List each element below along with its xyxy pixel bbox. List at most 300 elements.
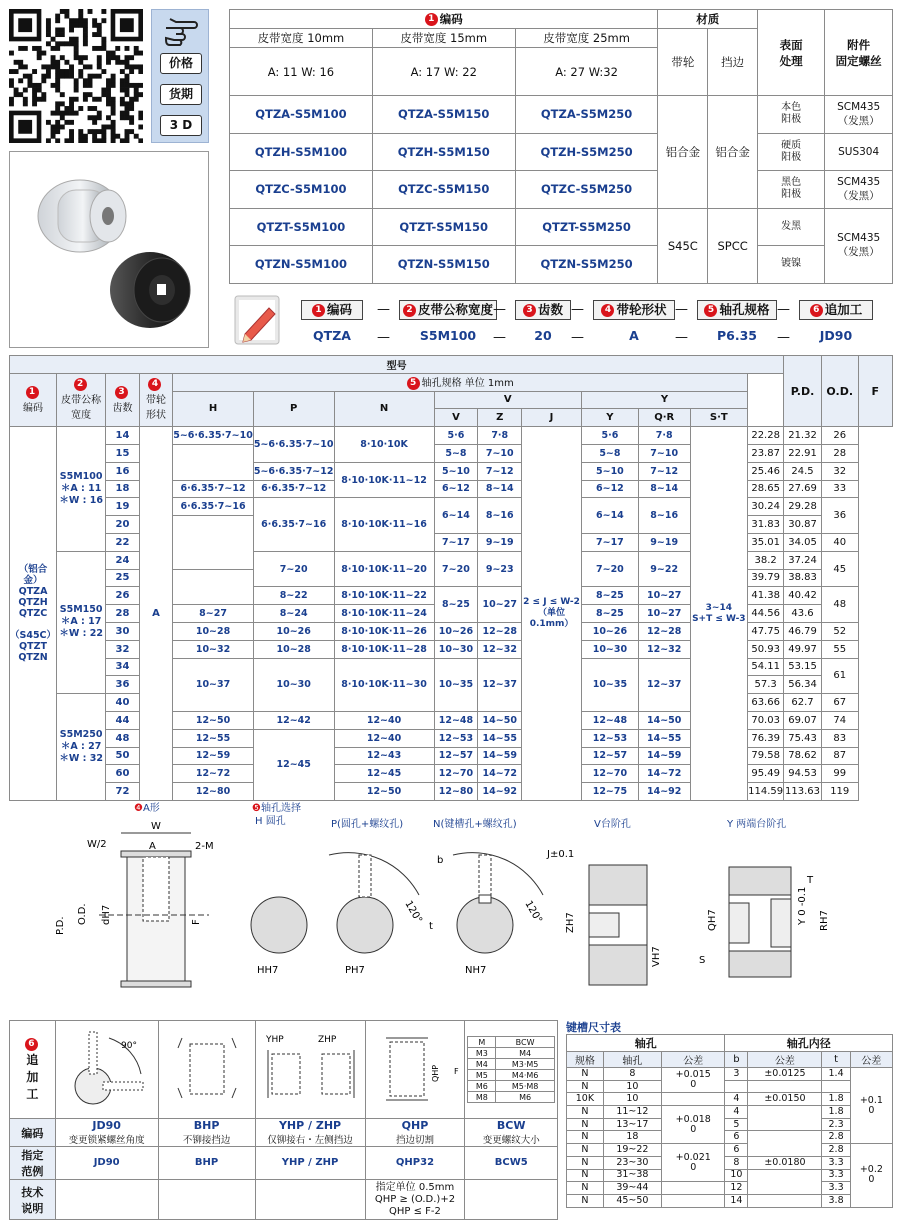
keyway-cell: N xyxy=(567,1144,604,1157)
keyway-cell: 18 xyxy=(603,1131,661,1144)
keyway-row xyxy=(567,1169,893,1182)
process-note: 指定单位 0.5mm QHP ≥ (O.D.)+2 QHP ≤ F-2 xyxy=(365,1180,465,1220)
bore-range: 12~40 xyxy=(334,729,434,747)
material-flange-value: SPCC xyxy=(708,208,758,283)
bore-group-y: Y xyxy=(581,391,747,409)
od-value: 75.43 xyxy=(784,729,822,747)
od-value: 113.63 xyxy=(784,783,822,801)
svg-text:F: F xyxy=(191,919,202,925)
keyway-cell: 14 xyxy=(725,1194,748,1207)
svg-text:P.D.: P.D. xyxy=(55,916,66,935)
keyway-title: 键槽尺寸表 xyxy=(566,1021,621,1034)
teeth-count: 28 xyxy=(106,605,139,623)
code-part-label: 2 皮带公称宽度 xyxy=(399,300,497,320)
keyway-col-header: 公差 xyxy=(748,1052,822,1068)
bore-range: 12~45 xyxy=(334,765,434,783)
keyway-cell: 10 xyxy=(603,1093,661,1106)
keyway-cell: 11~12 xyxy=(603,1106,661,1119)
code-part-label: 4 带轮形状 xyxy=(593,300,675,320)
keyway-cell: ±0.0150 xyxy=(748,1093,822,1106)
od-value: 43.6 xyxy=(784,605,822,623)
keyway-cell: 5 xyxy=(725,1118,748,1131)
bore-range: 12~57 xyxy=(581,747,638,765)
y-bore-drawing xyxy=(699,817,830,977)
keyway-bore-header: 轴孔 xyxy=(567,1035,725,1052)
teeth-count: 32 xyxy=(106,640,139,658)
bore-range: 8~14 xyxy=(638,480,690,498)
od-value: 24.5 xyxy=(784,462,822,480)
keyway-cell xyxy=(822,1080,850,1093)
bore-col-z: Z xyxy=(478,409,522,427)
product-code: QTZA-S5M150 xyxy=(372,96,515,134)
keyway-cell: N xyxy=(567,1118,604,1131)
svg-text:dH7: dH7 xyxy=(101,904,112,925)
code-separator: — xyxy=(777,302,790,317)
bore-range: 7~17 xyxy=(581,533,638,551)
product-code: QTZC-S5M100 xyxy=(230,171,373,209)
od-value: 69.07 xyxy=(784,711,822,729)
product-code: QTZH-S5M250 xyxy=(515,133,658,171)
od-value: 29.28 xyxy=(784,498,822,516)
od-value: 94.53 xyxy=(784,765,822,783)
od-value: 34.05 xyxy=(784,533,822,551)
bore-range: 14~59 xyxy=(478,747,522,765)
svg-text:QHP: QHP xyxy=(430,1064,440,1082)
pd-value: 47.75 xyxy=(748,622,784,640)
a-shape-title: ❹A形 xyxy=(134,803,160,814)
keyway-cell: ±0.0180 xyxy=(748,1156,822,1169)
keyway-cell: 6 xyxy=(725,1131,748,1144)
code-part-value: S5M100 xyxy=(419,328,477,343)
keyway-cell: 3.3 xyxy=(822,1169,850,1182)
belt-width: S5M150 ＊A : 17 ＊W : 22 xyxy=(57,551,106,693)
bore-range: 12~37 xyxy=(638,658,690,711)
pd-value: 76.39 xyxy=(748,729,784,747)
a-shape-drawing xyxy=(55,802,214,987)
code-separator: — xyxy=(377,302,390,317)
f-value: 28 xyxy=(821,444,858,462)
bore-range: 12~70 xyxy=(434,765,478,783)
keyway-cell: +0.1 0 xyxy=(850,1068,892,1144)
keyway-cell: 2.8 xyxy=(822,1144,850,1157)
bore-range: 8·10·10K xyxy=(334,427,434,463)
code-group: （铝合金） QTZA QTZH QTZC （S45C） QTZT QTZN xyxy=(10,427,57,801)
code-example xyxy=(229,292,893,350)
bore-range: 12~48 xyxy=(581,711,638,729)
product-code: QTZT-S5M150 xyxy=(372,208,515,246)
keyway-cell: 10 xyxy=(725,1169,748,1182)
svg-text:H 圆孔: H 圆孔 xyxy=(255,816,286,827)
code-part-value: QTZA xyxy=(313,328,351,343)
bore-range: 8·10·10K·11~16 xyxy=(334,498,434,551)
bore-range: 12~80 xyxy=(434,783,478,801)
bore-range: 8·10·10K·11~26 xyxy=(334,622,434,640)
bore-range: 8~27 xyxy=(173,605,254,623)
bore-col-y: Y xyxy=(581,409,638,427)
code-part-label: 1 编码 xyxy=(301,300,363,320)
keyway-cell xyxy=(748,1169,822,1194)
pd-header: P.D. xyxy=(784,356,822,427)
teeth-count: 44 xyxy=(106,711,139,729)
bcw-row: M5 M4·M6 xyxy=(468,1070,555,1081)
model-header: 型号 xyxy=(10,356,784,374)
svg-text:QH7: QH7 xyxy=(707,909,718,931)
code-separator: — xyxy=(571,302,584,317)
bore-range: 6·6.35·7~12 xyxy=(173,480,254,498)
keyway-cell: 23~30 xyxy=(603,1156,661,1169)
keyway-col-header: 轴孔 xyxy=(603,1052,661,1068)
keyway-row xyxy=(567,1068,893,1081)
bore-range: 5~10 xyxy=(581,462,638,480)
process-note xyxy=(465,1180,558,1220)
keyway-cell: 2.3 xyxy=(822,1118,850,1131)
product-code: QTZA-S5M100 xyxy=(230,96,373,134)
od-value: 22.91 xyxy=(784,444,822,462)
bore-range: 12~48 xyxy=(434,711,478,729)
spec-row xyxy=(230,133,893,171)
keyway-cell: +0.2 0 xyxy=(850,1144,892,1207)
od-value: 62.7 xyxy=(784,694,822,712)
process-note xyxy=(255,1180,365,1220)
od-value: 27.69 xyxy=(784,480,822,498)
f-value: 55 xyxy=(821,640,858,658)
svg-text:P(圆孔+螺纹孔): P(圆孔+螺纹孔) xyxy=(331,819,404,830)
bore-range: 10~26 xyxy=(434,622,478,640)
process-example: JD90 xyxy=(55,1147,158,1180)
svg-text:HH7: HH7 xyxy=(257,965,279,976)
process-side-label: 6 追 加 工 xyxy=(10,1021,56,1119)
keyway-cell xyxy=(661,1093,724,1106)
process-note xyxy=(55,1180,158,1220)
keyway-cell: 8 xyxy=(603,1068,661,1081)
svg-text:t: t xyxy=(429,921,433,932)
bore-range: 5~6·6.35·7~10 xyxy=(173,427,254,445)
bore-range: 8~16 xyxy=(478,498,522,534)
product-code: QTZA-S5M250 xyxy=(515,96,658,134)
bore-range: 5~6·6.35·7~12 xyxy=(253,462,334,480)
bore-range: 12~57 xyxy=(434,747,478,765)
teeth-count: 48 xyxy=(106,729,139,747)
keyway-row xyxy=(567,1182,893,1195)
process-code: BCW 变更螺纹大小 xyxy=(465,1119,558,1147)
bore-range: 14~50 xyxy=(638,711,690,729)
svg-text:❺轴孔选择: ❺轴孔选择 xyxy=(252,803,301,814)
bore-range: 5·6 xyxy=(434,427,478,445)
bore-range: 8~25 xyxy=(581,605,638,623)
keyway-cell: 45~50 xyxy=(603,1194,661,1207)
teeth-count: 20 xyxy=(106,516,139,534)
pencil-notepad-icon xyxy=(233,294,283,346)
bore-col-qr: Q·R xyxy=(638,409,690,427)
bore-header: 5 轴孔规格 单位 1mm xyxy=(173,373,748,391)
bore-range: 7~20 xyxy=(253,551,334,587)
pd-value: 79.58 xyxy=(748,747,784,765)
width-col-header: 2 皮带公称 宽度 xyxy=(57,373,106,426)
bcw-row: M BCW xyxy=(468,1037,555,1048)
bore-range: 8·10·10K·11~28 xyxy=(334,640,434,658)
keyway-row xyxy=(567,1156,893,1169)
code-separator: — xyxy=(377,330,390,345)
od-value: 30.87 xyxy=(784,516,822,534)
svg-text:PH7: PH7 xyxy=(345,965,365,976)
od-value: 49.97 xyxy=(784,640,822,658)
keyway-cell: 13~17 xyxy=(603,1118,661,1131)
svg-text:W: W xyxy=(151,821,161,832)
keyway-cell: 10 xyxy=(603,1080,661,1093)
bore-range: 8·10·10K·11~30 xyxy=(334,658,434,711)
keyway-cell: +0.018 0 xyxy=(661,1106,724,1144)
od-value: 46.79 xyxy=(784,622,822,640)
f-value: 32 xyxy=(821,462,858,480)
bore-range: 14~72 xyxy=(478,765,522,783)
f-value: 52 xyxy=(821,622,858,640)
keyway-cell: N xyxy=(567,1068,604,1081)
bore-range: 8~24 xyxy=(253,605,334,623)
bore-range: 12~40 xyxy=(334,711,434,729)
bore-range: 12~53 xyxy=(581,729,638,747)
bore-range: 12~32 xyxy=(478,640,522,658)
teeth-count: 26 xyxy=(106,587,139,605)
pd-value: 95.49 xyxy=(748,765,784,783)
bore-range: 14~59 xyxy=(638,747,690,765)
bore-range: 10~26 xyxy=(581,622,638,640)
code-separator: — xyxy=(675,330,688,345)
keyway-row xyxy=(567,1080,893,1093)
pd-value: 30.24 xyxy=(748,498,784,516)
code-col-header: 1 编码 xyxy=(10,373,57,426)
bore-col-v: V xyxy=(434,409,478,427)
spec-row xyxy=(230,96,893,134)
bore-range: 5~10 xyxy=(434,462,478,480)
bore-range: 5·6 xyxy=(581,427,638,445)
svg-text:A: A xyxy=(149,841,156,852)
product-code: QTZT-S5M100 xyxy=(230,208,373,246)
svg-text:RH7: RH7 xyxy=(819,910,830,931)
shape-col-header: 4 带轮 形状 xyxy=(139,373,172,426)
bcw-row: M4 M3·M5 xyxy=(468,1059,555,1070)
teeth-count: 14 xyxy=(106,427,139,445)
f-value: 26 xyxy=(821,427,858,445)
code-part-label: 3 齿数 xyxy=(515,300,571,320)
qhp-drawing xyxy=(365,1021,465,1119)
bore-range: 7~12 xyxy=(638,462,690,480)
process-example: BHP xyxy=(158,1147,255,1180)
svg-text:O.D.: O.D. xyxy=(77,903,88,925)
model-table xyxy=(9,355,893,801)
product-code: QTZN-S5M150 xyxy=(372,246,515,284)
surface-value: 硬质 阳极 xyxy=(757,133,824,171)
keyway-col-header: 规格 xyxy=(567,1052,604,1068)
bore-range: 10~26 xyxy=(253,622,334,640)
bore-range: 8·10·10K·11~12 xyxy=(334,462,434,498)
keyway-col-header: 公差 xyxy=(850,1052,892,1068)
bore-range: 9~23 xyxy=(478,551,522,587)
code-separator: — xyxy=(493,330,506,345)
keyway-cell: 39~44 xyxy=(603,1182,661,1195)
material-pulley-value: S45C xyxy=(658,208,708,283)
od-value: 56.34 xyxy=(784,676,822,694)
pd-value: 41.38 xyxy=(748,587,784,605)
bore-range: 8~14 xyxy=(478,480,522,498)
product-code: QTZC-S5M250 xyxy=(515,171,658,209)
row-label: 技术 说明 xyxy=(10,1180,56,1220)
bore-range: 12~42 xyxy=(253,711,334,729)
keyway-cell: 4 xyxy=(725,1106,748,1119)
bore-range: 10~27 xyxy=(478,587,522,623)
width-label: 皮带宽度 25mm xyxy=(515,29,658,48)
spec-row xyxy=(230,246,893,284)
row-label-code: 编码 xyxy=(10,1119,56,1147)
bore-range: 10~28 xyxy=(173,622,254,640)
bcw-row: M8 M6 xyxy=(468,1092,555,1103)
material-header: 材质 xyxy=(658,10,758,29)
technical-drawings xyxy=(9,795,893,1010)
bore-range: 7~17 xyxy=(434,533,478,551)
bore-range: 10~27 xyxy=(638,605,690,623)
code-header: 1 编码 xyxy=(230,10,658,29)
quick-links-panel xyxy=(151,9,209,143)
keyway-cell: 1.4 xyxy=(822,1068,850,1081)
bhp-drawing xyxy=(158,1021,255,1119)
pd-value: 54.11 xyxy=(748,658,784,676)
f-value: 74 xyxy=(821,711,858,729)
keyway-cell xyxy=(748,1131,822,1156)
svg-text:120°: 120° xyxy=(522,899,544,926)
bore-range: 14~72 xyxy=(638,765,690,783)
code-part-value: JD90 xyxy=(819,328,853,343)
screw-value: SUS304 xyxy=(825,133,893,171)
bore-range: 8~25 xyxy=(434,587,478,623)
bore-range: 12~70 xyxy=(581,765,638,783)
keyway-cell: 3.3 xyxy=(822,1182,850,1195)
bore-range: 7~20 xyxy=(581,551,638,587)
pd-value: 38.2 xyxy=(748,551,784,569)
keyway-row xyxy=(567,1118,893,1131)
price-button[interactable]: 价格 xyxy=(160,53,202,74)
keyway-col-header: b xyxy=(725,1052,748,1068)
width-dims: A: 11 W: 16 xyxy=(230,48,373,96)
svg-text:YHP: YHP xyxy=(266,1035,284,1045)
material-flange: 挡边 xyxy=(708,29,758,96)
f-value: 119 xyxy=(821,783,858,801)
keyway-cell xyxy=(661,1182,724,1195)
product-code: QTZN-S5M100 xyxy=(230,246,373,284)
bore-range: 12~55 xyxy=(173,729,254,747)
od-value: 78.62 xyxy=(784,747,822,765)
teeth-count: 15 xyxy=(106,444,139,462)
keyway-cell: 19~22 xyxy=(603,1144,661,1157)
pointing-hand-icon xyxy=(164,16,198,46)
od-value: 53.15 xyxy=(784,658,822,676)
teeth-count: 60 xyxy=(106,765,139,783)
bore-col-n: N xyxy=(334,391,434,427)
bore-range: 6·6.35·7~16 xyxy=(173,498,254,516)
f-value: 83 xyxy=(821,729,858,747)
pd-value: 57.3 xyxy=(748,676,784,694)
bore-range: 6~12 xyxy=(434,480,478,498)
delivery-button[interactable]: 货期 xyxy=(160,84,202,105)
svg-text:120°: 120° xyxy=(402,899,424,926)
f-value: 48 xyxy=(821,587,858,623)
bore-range: 14~92 xyxy=(478,783,522,801)
bore-range: 7~10 xyxy=(478,444,522,462)
pd-value: 63.66 xyxy=(748,694,784,712)
code-part-label: 5 轴孔规格 xyxy=(697,300,777,320)
f-value: 87 xyxy=(821,747,858,765)
pd-value: 70.03 xyxy=(748,711,784,729)
keyway-cell: 3.8 xyxy=(822,1194,850,1207)
keyway-cell xyxy=(661,1194,724,1207)
bore-range: 8·10·10K·11~24 xyxy=(334,605,434,623)
keyway-cell: 1.8 xyxy=(822,1106,850,1119)
bore-range: 10~30 xyxy=(253,658,334,711)
process-example: QHP32 xyxy=(365,1147,465,1180)
width-dims: A: 27 W:32 xyxy=(515,48,658,96)
cad-3d-button[interactable]: 3 D xyxy=(160,115,202,136)
bore-range xyxy=(173,569,254,605)
svg-text:Y 两端台阶孔: Y 两端台阶孔 xyxy=(727,819,787,830)
od-value: 37.24 xyxy=(784,551,822,569)
belt-width: S5M100 ＊A : 11 ＊W : 16 xyxy=(57,427,106,552)
bore-range: 9~22 xyxy=(638,551,690,587)
bore-range: 9~19 xyxy=(638,533,690,551)
bore-range: 14~55 xyxy=(478,729,522,747)
bore-range: 8~22 xyxy=(253,587,334,605)
process-code: YHP / ZHP 仅铆接右・左侧挡边 xyxy=(255,1119,365,1147)
od-value: 21.32 xyxy=(784,427,822,445)
keyway-cell: 2.8 xyxy=(822,1131,850,1144)
bore-range: 8·10·10K·11~20 xyxy=(334,551,434,587)
pd-value: 114.59 xyxy=(748,783,784,801)
jd90-drawing xyxy=(55,1021,158,1119)
material-pulley-value: 铝合金 xyxy=(658,96,708,209)
pulley-shape: A xyxy=(139,427,172,801)
keyway-row xyxy=(567,1093,893,1106)
bore-range: 14~55 xyxy=(638,729,690,747)
bore-range: 6·6.35·7~12 xyxy=(253,480,334,498)
svg-text:b: b xyxy=(437,855,444,866)
keyway-row xyxy=(567,1131,893,1144)
keyway-cell: +0.021 0 xyxy=(661,1144,724,1182)
h-bore-drawing xyxy=(251,801,307,976)
bore-range: 14~50 xyxy=(478,711,522,729)
bore-range: 10~35 xyxy=(434,658,478,711)
bore-range: 8~25 xyxy=(581,587,638,605)
p-bore-drawing xyxy=(329,817,424,976)
keyway-cell: 4 xyxy=(725,1093,748,1106)
process-code: QHP 挡边切割 xyxy=(365,1119,465,1147)
product-code: QTZN-S5M250 xyxy=(515,246,658,284)
bore-range: 12~43 xyxy=(334,747,434,765)
v-bore-drawing xyxy=(546,817,662,985)
bore-range: 6·6.35·7~16 xyxy=(253,498,334,551)
bore-range: 10~32 xyxy=(173,640,254,658)
pd-value: 35.01 xyxy=(748,533,784,551)
keyway-cell: +0.015 0 xyxy=(661,1068,724,1093)
bore-range: 12~80 xyxy=(173,783,254,801)
svg-text:J±0.1: J±0.1 xyxy=(547,849,575,860)
code-separator: — xyxy=(571,330,584,345)
width-label: 皮带宽度 10mm xyxy=(230,29,373,48)
bore-col-j: J xyxy=(522,409,582,427)
pd-value: 31.83 xyxy=(748,516,784,534)
product-code: QTZC-S5M150 xyxy=(372,171,515,209)
spec-table xyxy=(229,9,893,284)
keyway-cell xyxy=(748,1106,822,1131)
pd-value: 22.28 xyxy=(748,427,784,445)
width-label: 皮带宽度 15mm xyxy=(372,29,515,48)
svg-text:T: T xyxy=(807,875,814,886)
